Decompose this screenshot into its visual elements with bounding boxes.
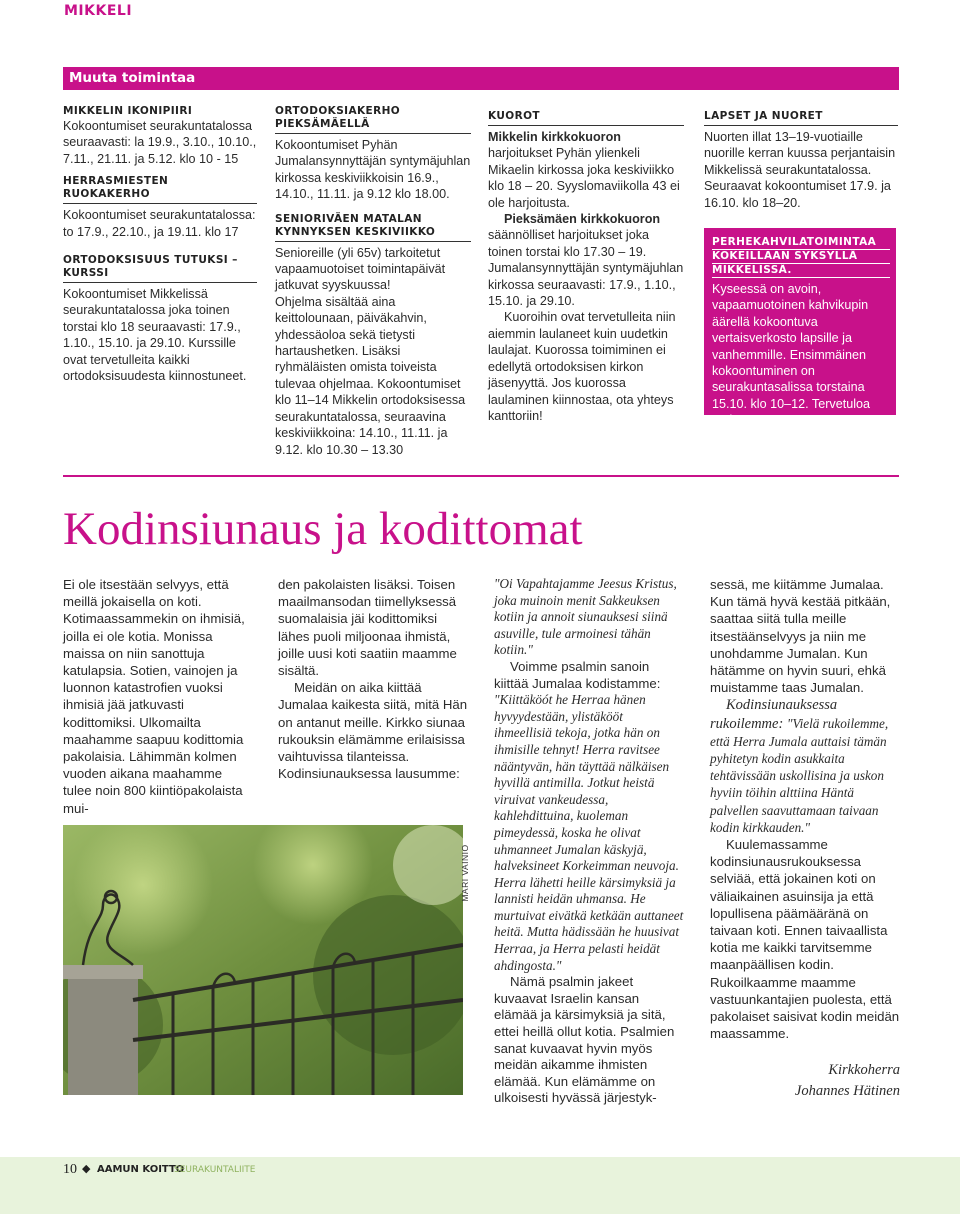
article-text-c4b-wrap	[710, 696, 900, 836]
heading-ruokakerho: HERRASMIESTEN RUOKAKERHO	[63, 175, 257, 204]
article-text-c1: Ei ole itsestään selvyys, että meillä jokaisella on koti. Kotimaassammekin on ihmisiä, joilla ei ole kotia. Monissa maissa on niin sanottuja katulapsia. Sotien, vainojen ja luonnon katastrofien vuoksi ihmisiä jää jatkuvasti kodittomiksi. Ulkomailta maahamme saapuu kodittomia pakolaisia. Lähimmän kolmen vuoden aikana maahamme tulee noin 800 kiintiöpakolaista mui-	[63, 577, 245, 816]
footer-brand: AAMUN KOITTO	[97, 1164, 185, 1175]
heading-ortodoksiakerho-line1: ORTODOKSIAKERHO	[275, 105, 401, 117]
column-lapset	[704, 110, 898, 211]
text-pieksamaki-kuoro-lead: Pieksämäen kirkkokuoron	[504, 212, 661, 227]
heading-perhekahvila-line2: KOKEILLAAN SYKSYLLÄ	[712, 250, 890, 264]
heading-ortodoksisuus-line1: ORTODOKSISUUS TUTUKSI –	[63, 254, 238, 267]
banner	[63, 67, 899, 90]
column-kuorot	[488, 110, 684, 424]
text-seniorit-intro: Senioreille (yli 65v) tarkoitetut vapaamuotoiset toimintapäivät jatkuvat syyskuussa!	[275, 245, 446, 293]
page-number: 10	[63, 1162, 77, 1177]
article-text-c2b: Meidän on aika kiittää Jumalaa kaikesta siitä, mitä Hän on antanut meille. Kirkko siunaa rukouksin elämämme erilaisissa vaihtuvissa tilanteissa. Kodinsiunauksessa lausumme:	[278, 680, 468, 782]
text-pieksamaki-kuoro-body: säännölliset harjoitukset joka toinen torstai klo 17.30 – 19. Jumalansynnyttäjän syntymäjuhlan kirkossa seuraavasti: 17.9., 1.10., 15.10. ja 29.10.	[488, 228, 684, 309]
article-column-4	[710, 576, 900, 1102]
heading-seniorit	[275, 213, 471, 242]
article-text-c4a: sessä, me kiitämme Jumalaa. Kun tämä hyvä kestää pitkään, saattaa siitä tulla meille itsestäänselvyys ja niin me unohdamme Jumalan. Kun hätämme on hyvin suuri, ehkä muistamme taas Jumalan.	[710, 577, 891, 696]
article-column-2	[278, 576, 468, 782]
text-perhekahvila: Kyseessä on avoin, vapaamuotoinen kahvikupin äärellä kokoontuva vertaisverkosto lapsille ja vanhemmille. Ensimmäinen kokoontuminen on seurakuntasalissa torstaina 15.10. klo 10–12. Tervetuloa mukaan!	[712, 282, 871, 428]
text-ortodoksisuus: Kokoontumiset Mikkelissä seurakuntatalossa joka toinen torstai klo 18 seuraavasti: 17.9., 1.10., 15.10. ja 29.10. Kurssille ovat tervetulleita kaikki ortodoksisuudesta kiinnostuneet.	[63, 287, 247, 384]
heading-ortodoksiakerho	[275, 105, 471, 134]
perhekahvila-box	[704, 228, 896, 428]
text-seniorit: Ohjelma sisältää aina keittolounaan, päiväkahvin, yhdessäoloa sekä tietysti hartaushetken. Lisäksi ryhmäläisten omista toiveista tulevaa ohjelmaa. Kokoontumiset klo 11–14 Mikkelin ortodoksisessa seurakuntatalossa, seuraavina keskiviikkoina: 14.10., 11.11. ja 9.12. klo 10.30 – 13.30	[275, 294, 466, 457]
text-mikkeli-kuoro-body: harjoitukset Pyhän ylienkeli Mikaelin kirkossa joka keskiviikko klo 18 – 20. Syyslomaviikolla 43 ei ole harjoitusta.	[488, 146, 680, 210]
cemetery-fence-photo	[63, 825, 463, 1095]
text-pieksamaki-kuoro	[488, 211, 684, 309]
footer	[0, 1157, 960, 1214]
article-text-c3c: "Kiittäköót he Herraa hänen hyvyydestään, ylistäkööt ihmeellisiä tekoja, jotka hän on ihmisille tehnyt! Herra ravitsee nääntyvän, hän täyttää nälkäisen hyvillä antimilla. Jotkut heistä viruivat vankeudessa, kahlehdittuina, kuoleman pimeydessä, koska he olivat uhmanneet Jumalan käskyjä, halveksineet Korkeimman neuvoja. Herra lähetti heille kärsimyksiä ja lannisti heidän uhmansa. He murtuivat eivätkä ketkään auttaneet heitä. Mutta hädissään he huusivat Herraa, ja Herra pelasti heidät ahdingosta."	[494, 692, 684, 973]
signature-title: Kirkkoherra	[828, 1062, 900, 1079]
text-ruokakerho: Kokoontumiset seurakuntatalossa: to 17.9., 22.10., ja 19.11. klo 17	[63, 208, 256, 239]
article-column-1	[63, 576, 253, 817]
heading-kuorot: KUOROT	[488, 110, 684, 126]
article-column-3	[494, 576, 684, 1107]
banner-title: Muuta toimintaa	[69, 70, 196, 86]
section-label: MIKKELI	[64, 3, 133, 19]
article-text-c4b: "Vielä rukoilemme, että Herra Jumala auttaisi tämän pyhitetyn kodin asukkaita tehtävissään uskollisina ja uskon hyviin töihin alttiina Häntä palvellen saavuttamaan taivaan kodin kirkkauden."	[710, 715, 889, 835]
photo-credit-text: MARI VAINIO	[460, 844, 470, 902]
article-text-c3b-wrap	[494, 659, 684, 974]
column-ikonipiiri	[63, 105, 257, 384]
footer-subtitle: SEURAKUNTALIITE	[174, 1165, 256, 1175]
heading-perhekahvila-line3: MIKKELISSÄ.	[712, 264, 890, 278]
article-text-c4c: Kuulemassamme kodinsiunausrukouksessa selviää, että jokainen koti on väliaikainen asuinsija ja että lopullisena päämääränä on taivaan koti. Ennen taivaallista kotia me kaikki tarvitsemme maanpäällisen kodin. Rukoilkaamme maamme vastuunkantajien puolesta, että pakolaiset saisivat kodin meidän maassamme.	[710, 837, 900, 1042]
heading-ortodoksisuus	[63, 254, 257, 283]
article-text-c2a: den pakolaisten lisäksi. Toisen maailmansodan tiimellyksessä suomalaisia jäi kodittomiksi lähes puoli miljoonaa ihmistä, joille uusi koti saatiin maamme sisältä.	[278, 577, 457, 679]
text-lapset: Nuorten illat 13–19-vuotiaille nuorille kerran kuussa perjantaisin Mikkelissä seurakuntatalossa. Seuraavat kokoontumiset 17.9. ja 16.10. klo 18–20.	[704, 130, 896, 210]
diamond-icon: ◆	[82, 1163, 91, 1175]
signature-name: Johannes Hätinen	[794, 1083, 900, 1100]
article-text-c3a: "Oi Vapahtajamme Jeesus Kristus, joka muinoin menit Sakkeuksen kotiin ja annoit siunauksesi siinä asuville, tule armoinesi tähän kotiin."	[494, 576, 677, 658]
text-kuorot-welcome: Kuoroihin ovat tervetulleita niin aiemmin laulaneet kuin uudetkin laulajat. Kuorossa toimiminen ei edellytä ortodoksisen kirkon jäsenyyttä. Jos kuorossa laulaminen kiinnostaa, ota yhteys kanttoriin!	[488, 310, 676, 423]
heading-lapset: LAPSET JA NUORET	[704, 110, 898, 126]
column-ortodoksiakerho	[275, 105, 471, 458]
text-ortodoksiakerho: Kokoontumiset Pyhän Jumalansynnyttäjän syntymäjuhlan kirkossa keskiviikkoisin 16.9., 14.10., 11.11. ja 9.12 klo 18.00.	[275, 138, 471, 202]
heading-ortodoksiakerho-line2: PIEKSÄMÄELLÄ	[275, 118, 471, 134]
heading-perhekahvila-line1: PERHEKAHVILATOIMINTAA	[712, 236, 890, 250]
text-mikkeli-kuoro-lead: Mikkelin kirkkokuoron	[488, 130, 621, 144]
article-text-c4b-lead: Kodinsiunauksessa rukoilemme:	[710, 697, 838, 732]
article-text-c3d: Nämä psalmin jakeet kuvaavat Israelin kansan elämää ja kärsimyksiä ja sitä, ettei heillä ollut kotia. Psalmien sanat kuvaavat hyvin myös meidän aikamme ihmisten elämää. Kun elämämme on ulkoisesti hyvässä järjestyk-	[494, 974, 675, 1106]
heading-seniorit-line1: SENIORIVÄEN MATALAN	[275, 212, 422, 225]
heading-ortodoksisuus-line2: KURSSI	[63, 267, 257, 283]
article-text-c3b: Voimme psalmin sanoin kiittää Jumalaa kodistamme:	[494, 658, 661, 691]
photo-credit-label	[456, 838, 470, 908]
text-ikonipiiri: Kokoontumiset seurakuntatalossa seuraavasti: la 19.9., 3.10., 10.10., 7.11., 21.11. ja 5.12. klo 10 - 15	[63, 119, 257, 166]
article-title: Kodinsiunaus ja kodittomat	[63, 503, 583, 555]
article-divider	[63, 475, 899, 477]
heading-perhekahvila	[712, 236, 890, 278]
heading-ikonipiiri: MIKKELIN IKONIPIIRI	[63, 105, 193, 117]
heading-seniorit-line2: KYNNYKSEN KESKIVIIKKO	[275, 226, 471, 242]
signature	[710, 1060, 900, 1102]
text-mikkeli-kuoro	[488, 129, 684, 211]
article-photo	[63, 825, 463, 1095]
